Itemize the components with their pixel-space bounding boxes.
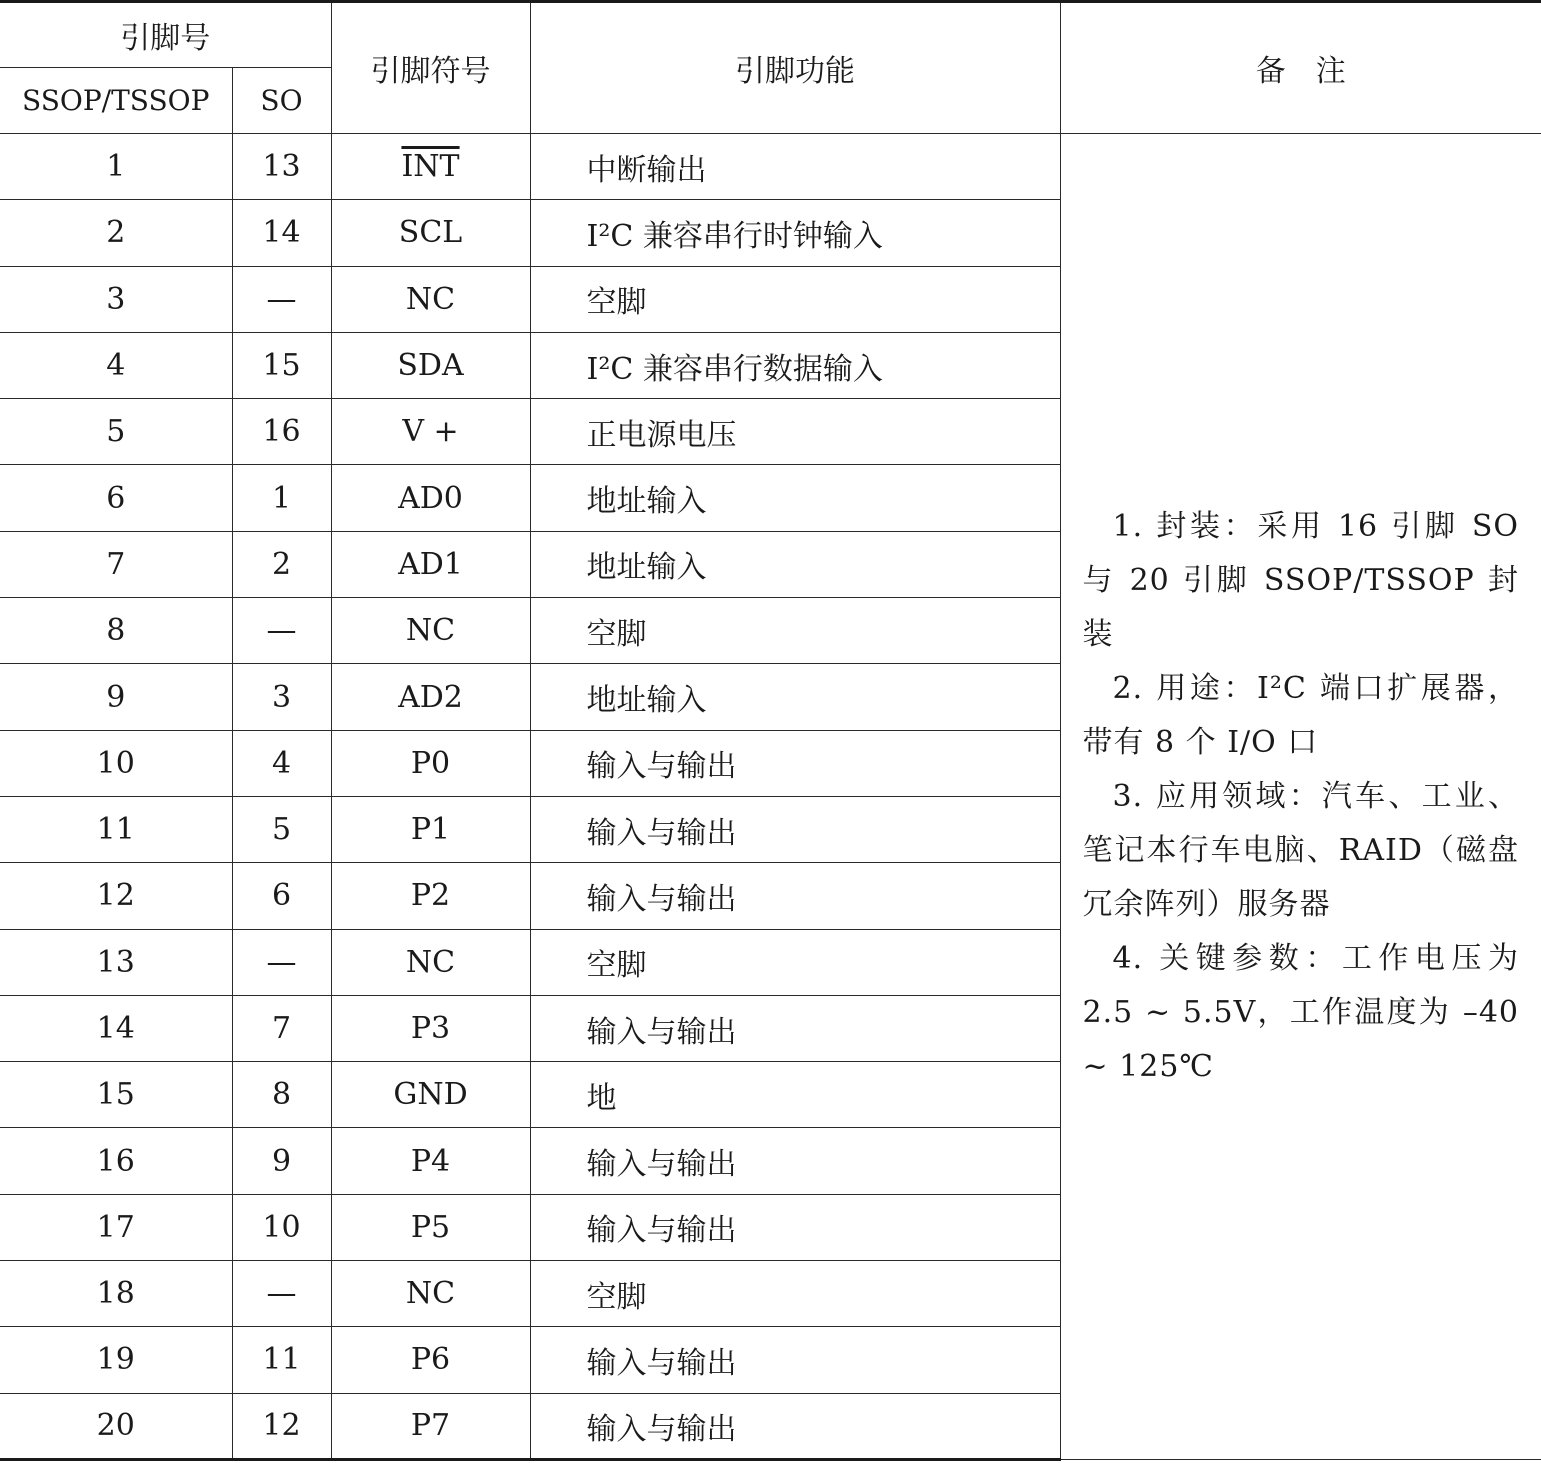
cell-ssop: 1 bbox=[0, 134, 232, 200]
cell-symbol: P6 bbox=[331, 1327, 530, 1393]
cell-symbol: P7 bbox=[331, 1393, 530, 1459]
cell-ssop: 16 bbox=[0, 1128, 232, 1194]
cell-symbol: P5 bbox=[331, 1194, 530, 1260]
cell-function: 空脚 bbox=[530, 266, 1060, 332]
cell-ssop: 19 bbox=[0, 1327, 232, 1393]
header-so: SO bbox=[232, 68, 331, 134]
cell-ssop: 4 bbox=[0, 332, 232, 398]
cell-function: 正电源电压 bbox=[530, 399, 1060, 465]
cell-so: 7 bbox=[232, 995, 331, 1061]
cell-function: 地址输入 bbox=[530, 664, 1060, 730]
cell-ssop: 13 bbox=[0, 929, 232, 995]
cell-function: 输入与输出 bbox=[530, 863, 1060, 929]
cell-so: 10 bbox=[232, 1194, 331, 1260]
remarks-cell bbox=[1060, 134, 1541, 1460]
cell-ssop: 2 bbox=[0, 200, 232, 266]
cell-so: 13 bbox=[232, 134, 331, 200]
cell-so: 11 bbox=[232, 1327, 331, 1393]
header-ssop-tssop: SSOP/TSSOP bbox=[0, 68, 232, 134]
cell-function: 中断输出 bbox=[530, 134, 1060, 200]
cell-ssop: 7 bbox=[0, 531, 232, 597]
cell-so: — bbox=[232, 598, 331, 664]
cell-function: 地址输入 bbox=[530, 465, 1060, 531]
table-row bbox=[0, 134, 1541, 200]
cell-so: 12 bbox=[232, 1393, 331, 1459]
cell-function: 地 bbox=[530, 1062, 1060, 1128]
header-pin-symbol: 引脚符号 bbox=[331, 2, 530, 134]
cell-ssop: 8 bbox=[0, 598, 232, 664]
cell-ssop: 10 bbox=[0, 730, 232, 796]
cell-function: 输入与输出 bbox=[530, 1128, 1060, 1194]
cell-ssop: 5 bbox=[0, 399, 232, 465]
cell-symbol: SCL bbox=[331, 200, 530, 266]
note-4: 4. 关键参数：工作电压为 2.5 ~ 5.5V，工作温度为 –40 ~ 125℃ bbox=[1082, 940, 1519, 1084]
note-2: 2. 用途：I²C 端口扩展器，带有 8 个 I/O 口 bbox=[1082, 670, 1519, 760]
cell-symbol: AD1 bbox=[331, 531, 530, 597]
cell-function: 输入与输出 bbox=[530, 1194, 1060, 1260]
cell-ssop: 15 bbox=[0, 1062, 232, 1128]
cell-symbol: GND bbox=[331, 1062, 530, 1128]
cell-function: 空脚 bbox=[530, 598, 1060, 664]
cell-ssop: 12 bbox=[0, 863, 232, 929]
cell-ssop: 17 bbox=[0, 1194, 232, 1260]
cell-function: 输入与输出 bbox=[530, 995, 1060, 1061]
note-1: 1. 封装：采用 16 引脚 SO 与 20 引脚 SSOP/TSSOP 封装 bbox=[1082, 508, 1519, 652]
cell-symbol: P0 bbox=[331, 730, 530, 796]
cell-symbol: P1 bbox=[331, 796, 530, 862]
cell-so: 8 bbox=[232, 1062, 331, 1128]
header-pin-number: 引脚号 bbox=[0, 2, 331, 68]
cell-symbol: P4 bbox=[331, 1128, 530, 1194]
cell-symbol: AD0 bbox=[331, 465, 530, 531]
cell-ssop: 11 bbox=[0, 796, 232, 862]
cell-ssop: 9 bbox=[0, 664, 232, 730]
cell-function: 空脚 bbox=[530, 929, 1060, 995]
cell-so: 5 bbox=[232, 796, 331, 862]
cell-ssop: 20 bbox=[0, 1393, 232, 1459]
cell-function: 输入与输出 bbox=[530, 1393, 1060, 1459]
cell-so: 2 bbox=[232, 531, 331, 597]
cell-so: — bbox=[232, 929, 331, 995]
cell-function: 输入与输出 bbox=[530, 730, 1060, 796]
cell-so: — bbox=[232, 1261, 331, 1327]
cell-symbol: NC bbox=[331, 266, 530, 332]
header-remarks: 备 注 bbox=[1060, 2, 1541, 134]
cell-so: — bbox=[232, 266, 331, 332]
cell-so: 16 bbox=[232, 399, 331, 465]
cell-so: 9 bbox=[232, 1128, 331, 1194]
cell-function: I²C 兼容串行时钟输入 bbox=[530, 200, 1060, 266]
cell-symbol bbox=[331, 134, 530, 200]
cell-symbol: V + bbox=[331, 399, 530, 465]
cell-ssop: 18 bbox=[0, 1261, 232, 1327]
cell-symbol: P2 bbox=[331, 863, 530, 929]
cell-ssop: 6 bbox=[0, 465, 232, 531]
cell-so: 15 bbox=[232, 332, 331, 398]
cell-function: 输入与输出 bbox=[530, 1327, 1060, 1393]
cell-so: 1 bbox=[232, 465, 331, 531]
cell-ssop: 14 bbox=[0, 995, 232, 1061]
cell-function: I²C 兼容串行数据输入 bbox=[530, 332, 1060, 398]
cell-symbol: NC bbox=[331, 929, 530, 995]
cell-function: 输入与输出 bbox=[530, 796, 1060, 862]
cell-symbol: AD2 bbox=[331, 664, 530, 730]
cell-symbol: NC bbox=[331, 1261, 530, 1327]
cell-so: 6 bbox=[232, 863, 331, 929]
cell-symbol: SDA bbox=[331, 332, 530, 398]
note-3: 3. 应用领域：汽车、工业、笔记本行车电脑、RAID（磁盘冗余阵列）服务器 bbox=[1082, 778, 1519, 922]
cell-symbol: NC bbox=[331, 598, 530, 664]
cell-ssop: 3 bbox=[0, 266, 232, 332]
cell-symbol: P3 bbox=[331, 995, 530, 1061]
cell-function: 空脚 bbox=[530, 1261, 1060, 1327]
cell-function: 地址输入 bbox=[530, 531, 1060, 597]
cell-so: 3 bbox=[232, 664, 331, 730]
cell-so: 4 bbox=[232, 730, 331, 796]
symbol-int-overline: $\overline{INT}$ bbox=[401, 149, 460, 185]
cell-so: 14 bbox=[232, 200, 331, 266]
header-pin-function: 引脚功能 bbox=[530, 2, 1060, 134]
